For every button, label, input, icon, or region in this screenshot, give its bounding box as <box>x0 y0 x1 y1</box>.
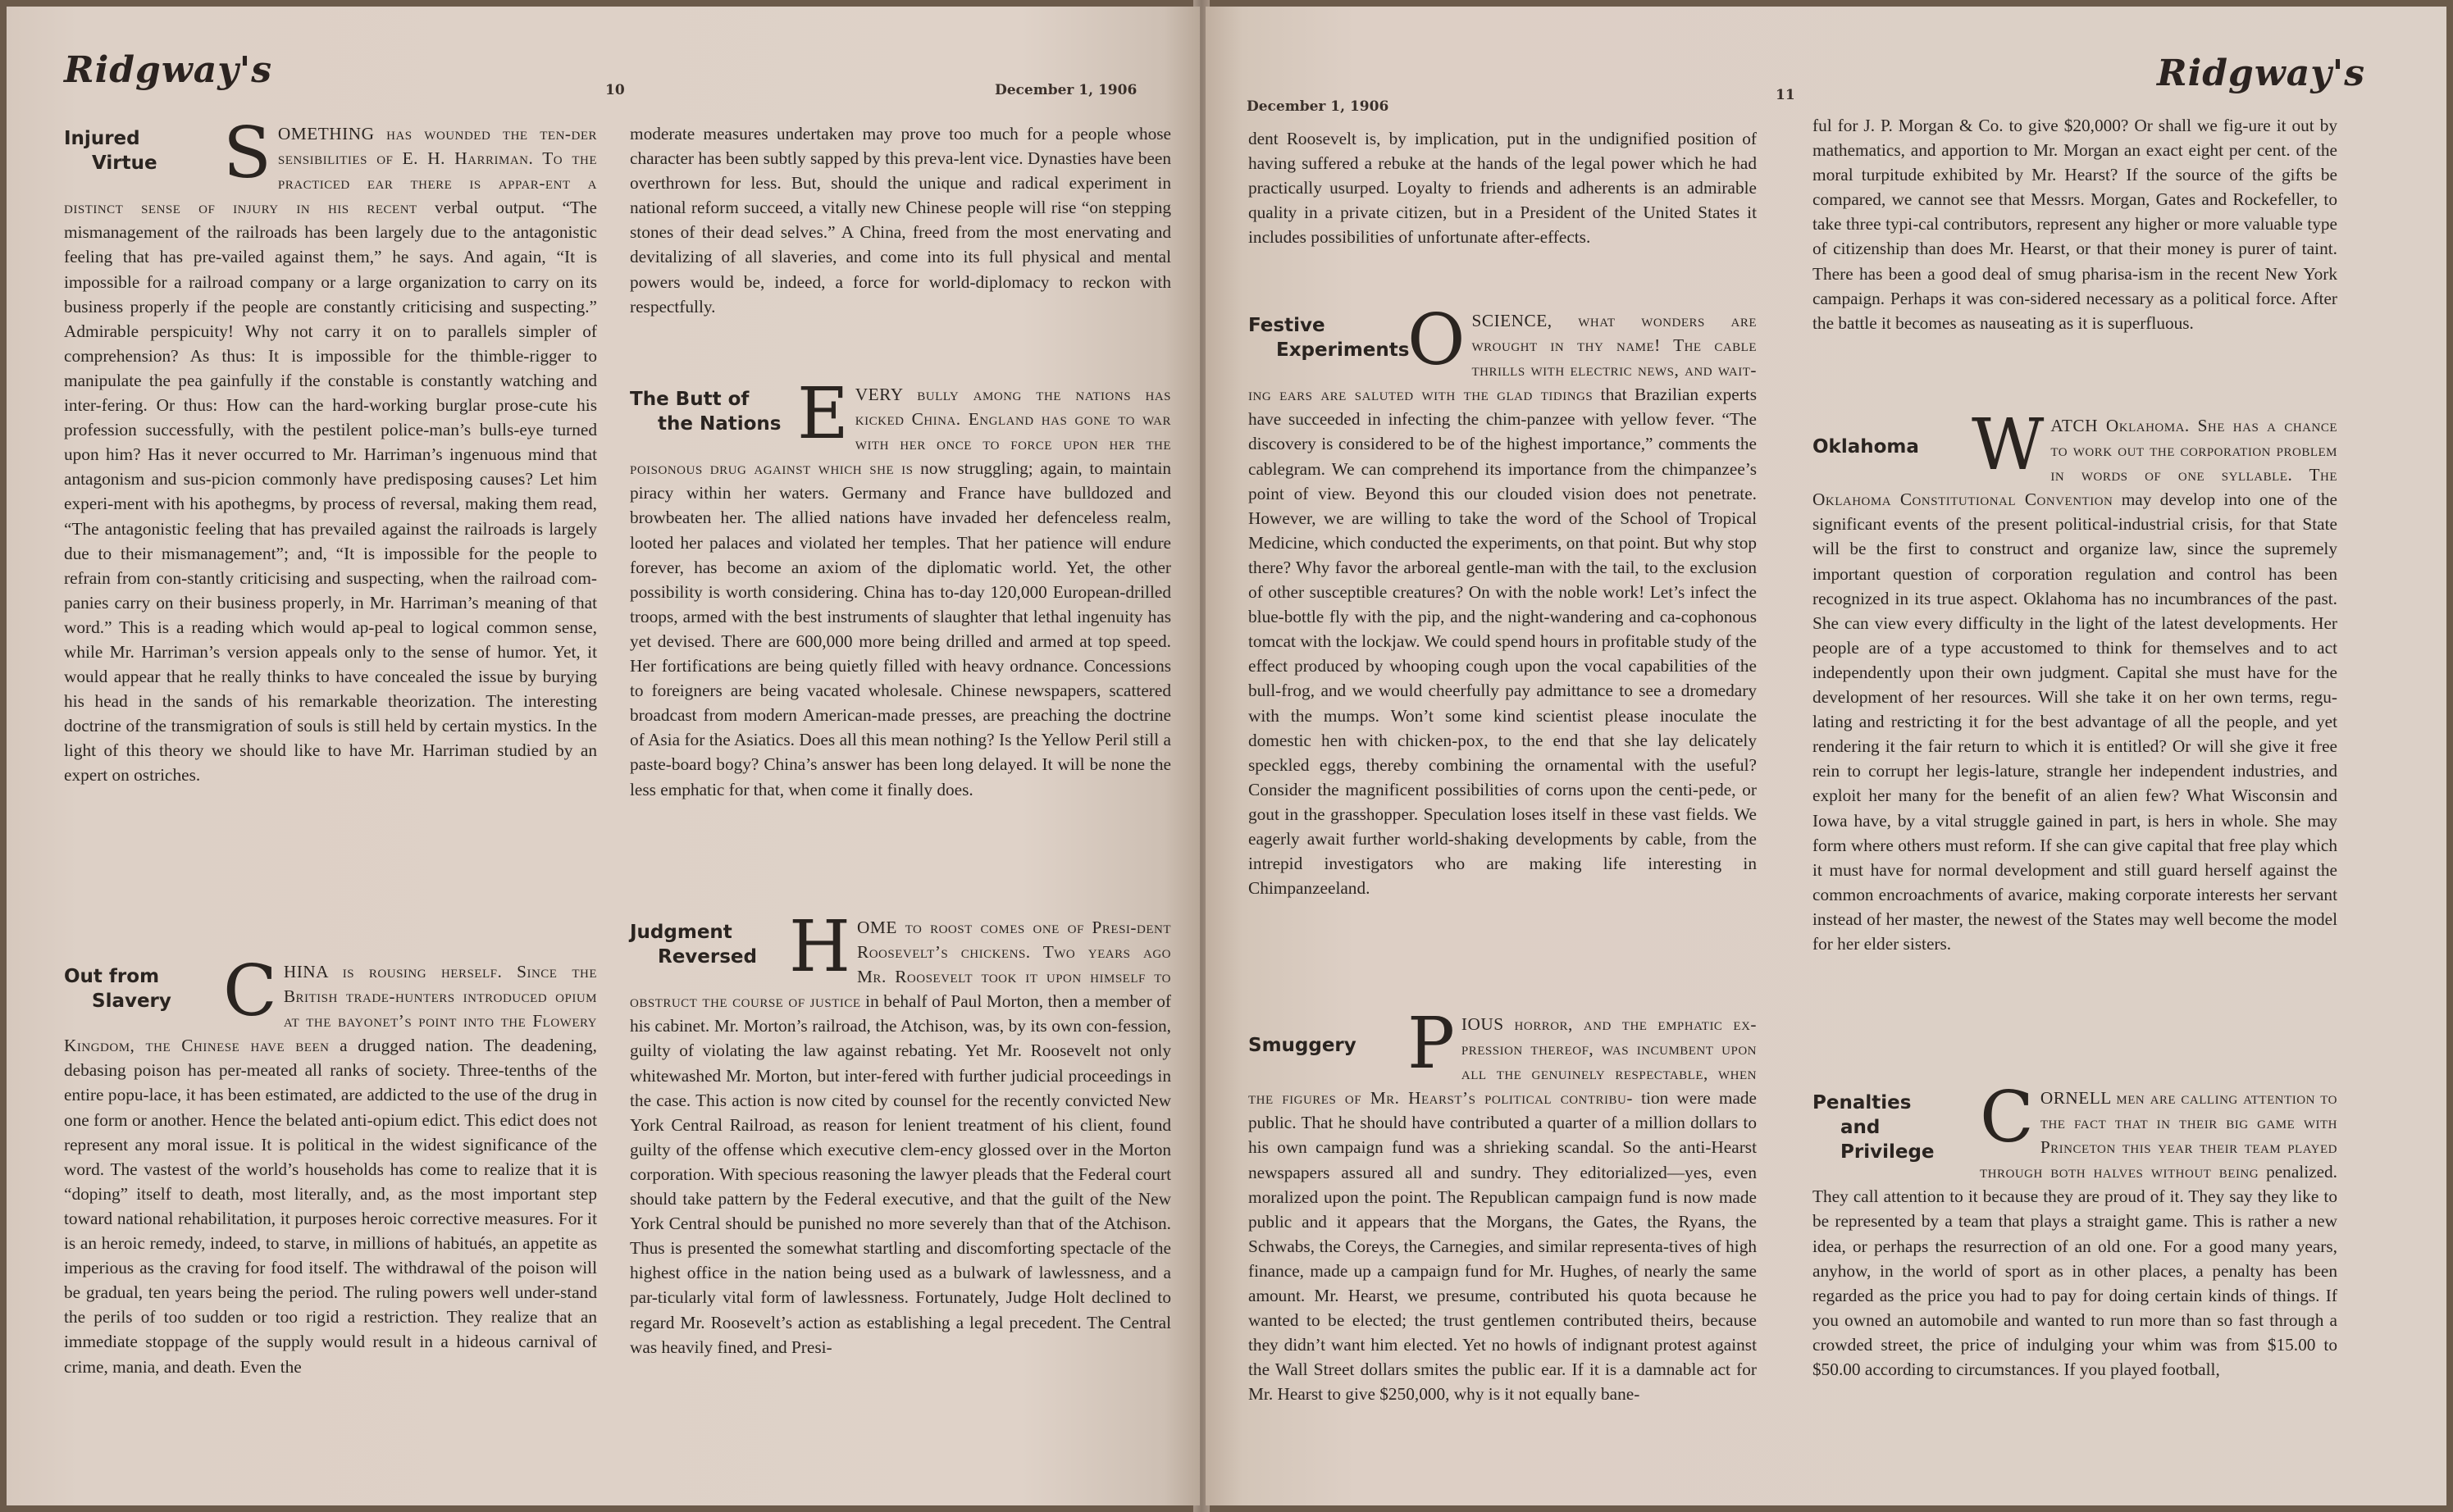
article-festive-experiments <box>1248 299 1758 900</box>
kicker <box>630 382 794 436</box>
article-smuggery <box>1248 1003 1757 1407</box>
kicker-line: Out from <box>64 966 160 987</box>
article-judgment-reversed <box>630 906 1172 1359</box>
lead-text: VERY bully among the nations has kicked China. England has gone to war with her once to force upon her the poisonous drug against which she is <box>630 385 1171 479</box>
drop-cap: W <box>1972 404 2045 486</box>
drop-cap: P <box>1407 1003 1455 1085</box>
drop-cap: E <box>797 373 849 455</box>
kicker-line: and Privilege <box>1840 1117 1935 1163</box>
kicker-line: Oklahoma <box>1812 436 1919 458</box>
continuation-block <box>1812 113 2337 335</box>
page-number-left: 10 <box>605 82 625 98</box>
lead-text: HINA is rousing herself. Since the British trade-hunters introduced opium at the bayonet’s point into the Flowery Kingdom, the Chinese have been <box>64 962 597 1056</box>
continuation-block <box>1248 126 1757 249</box>
article-butt-of-nations <box>630 373 1172 802</box>
column-3 <box>1248 126 1757 1501</box>
body-text: may develop into one of the significant events of the present political-industrial crisis, for that State will be the first to construct and organize law, since the supremely important question of corporation regulation and control has been recognized in its true aspect. Oklahoma has no incumbrances of the past. She can view every difficulty in the light of the latest developments. Her people are of a type accustomed to think for themselves and to act independently upon their own judgment. Capital she must have for the development of her resources. Will she take it on her own terms, regu-lating and restricting it for the best advantage of all the people, and yet rendering it the fair return to which it is entitled? Or will she give it free rein to corrupt her legis-lature, strangle her independent industries, and exploit her many for the benefit of an alien few? What Wisconsin and Iowa have, by a vital struggle gained in part, is hers in whole. She may form where others must reform. If she can give capital that free play which it must have for normal development and still guard herself against the common encroachments of avarice, making corporate interests her servant instead of her master, the newest of the States may well become the model for her elder sisters. <box>1812 490 2337 954</box>
lead-text: OMETHING has wounded the ten-der sensibilities of E. H. Harriman. To the practiced ear there is appar-ent a distinct sense of injury in his recent <box>64 124 597 218</box>
lead-text: ATCH Oklahoma. She has a chance to work out the corporation problem in words of one syllable. The Oklahoma Constitutional Convention <box>1812 416 2337 510</box>
body-text: in behalf of Paul Morton, then a member of his cabinet. Mr. Morton’s railroad, the Atchison, was, by its own con-fession, guilty of violating the law against rebating. Yet Mr. Roosevelt not only whitewashed Mr. Morton, but inter-fered with further judicial proceedings in the case. This action is now cited by counsel for the recently convicted New York Central Railroad, as reason for lenient treatment of his client, found guilty of the offense which executive clem-ency glossed over in the Morton corporation. With specious reasoning the lawyer pleads that the Federal court should take pattern by the Federal executive, and that the guilt of the New York Central should be punished no more severely than that of the Atchison. Thus is presented the somewhat startling and discomforting spectacle of the highest office in the nation being used as a bulwark of lawlessness, and a par-ticularly vital form of lawlessness. Fortunately, Judge Holt declined to regard Mr. Roosevelt’s action as establishing a legal precedent. The Central was heavily fined, and Presi- <box>630 991 1172 1357</box>
kicker-line: The Butt of <box>630 389 750 410</box>
body-text: verbal output. “The mismanagement of the railroads has been largely due to the antagonistic feeling that has pre-vailed against them,” he says. And again, “It is impossible for a railroad company or a large organization to carry on its business properly if the people are constantly criticising and suspecting.” Admirable perspicuity! Why not carry it on to parallels simpler of comprehension? As thus: It is impossible for the thimble-rigger to manipulate the pea gainfully if the constable is constantly watching and inter-fering. Or thus: How can the hard-working burglar prose-cute his profession successfully, with the pestilent police-man’s bulls-eye turned upon him? Has it never occurred to Mr. Harriman’s ingenuous mind that antagonism and sus-picion commonly have predisposing causes? Let him experi-ment with his apothegms, by process of reversal, making them read, “The antagonistic feeling that has prevailed against the railroads is largely due to their mismanagement”; and, “It is impossible for the people to refrain from con-stantly criticising and suspecting, when the railroad com-panies carry on their business properly, in Mr. Harriman’s meaning of that word.” This is a reading which would ap-peal to logical common sense, while Mr. Harriman’s version appeals only to the sense of humor. Yet, it would appear that he really thinks to have concealed the issue by burying his head in the sands of his remarkable theorization. The interesting doctrine of the transmigration of souls is still held by certain mystics. In the light of this theory we should like to have Mr. Harriman studied by an expert on ostriches. <box>64 198 598 786</box>
lead-text: ORNELL men are calling attention to the fact that in their big game with Princeton this year their team played through both halves without being <box>1980 1088 2337 1182</box>
kicker-line: Experiments <box>1276 339 1410 361</box>
page-number-right: 11 <box>1776 87 1795 103</box>
column-4 <box>1812 113 2337 1499</box>
drop-cap: H <box>789 906 850 988</box>
drop-cap: O <box>1407 299 1466 381</box>
body-text: tion were made public. That he should have contributed a quarter of a million dollars to his own campaign fund was a shrieking scandal. So the anti-Hearst newspapers assured all and sundry. They editorialized—yes, even moralized upon the point. The Republican campaign fund is now made public and it appears that the Morgans, the Gates, the Ryans, the Schwabs, the Coreys, the Carnegies, and similar representa-tives of high finance, made up a campaign fund for Mr. Hughes, of nearly the same amount. Mr. Hearst, we presume, contributed his quota because he wanted to be elected; the trust gentlemen contributed theirs, because they didn’t want him elected. Yet no howls of indignant protest against the Wall Street dollars smites the public ear. If it is a damnable act for Mr. Hearst to give $250,000, why is it not equally bane- <box>1248 1088 1757 1405</box>
masthead-right: Ridgway's <box>2157 52 2366 94</box>
column-2 <box>630 121 1171 1499</box>
lead-text: SCIENCE, what wonders are wrought in thy name! The cable thrills with electric news, and wait-ing ears are saluted with the glad tidings <box>1248 311 1757 405</box>
right-page <box>1206 7 2446 1505</box>
kicker <box>1248 1012 1404 1058</box>
column-1 <box>64 112 598 1499</box>
kicker <box>1248 308 1410 362</box>
kicker <box>64 121 220 175</box>
drop-cap: C <box>1980 1077 2034 1159</box>
article-oklahoma <box>1812 404 2337 956</box>
article-injured-virtue <box>64 112 598 788</box>
kicker-line: the Nations <box>658 413 782 435</box>
kicker-line: Judgment <box>630 922 732 943</box>
article-penalties-and-privilege <box>1812 1077 2337 1382</box>
body-text: now struggling; again, to maintain piracy within her waters. Germany and France have bulldozed and browbeaten her. The allied nations have invaded her defenceless realm, looted her palaces and violated her temples. That her patience will endure forever, has become an axiom of the diplomatic world. Yet, the other possibility is worth considering. China has to-day 120,000 European-drilled troops, armed with the best instruments of slaughter that lethal ingenuity has yet devised. There are 600,000 more being drilled and armed at top speed. Her fortifications are being quietly filled with heavy ordnance. Concessions to foreigners are being vacated wholesale. Chinese newspapers, scattered broadcast from modern American-made presses, are preaching the doctrine of Asia for the Asiatics. Does all this mean nothing? Is the Yellow Peril still a paste-board bogy? China’s answer has been long delayed. It will be none the less emphatic for that, when come it finally does. <box>630 458 1172 799</box>
lead-text: IOUS horror, and the emphatic ex-pression thereof, was incumbent upon all the genuinely respectable, when the figures of Mr. Hearst’s political contribu- <box>1248 1014 1757 1109</box>
drop-cap: C <box>223 950 277 1032</box>
masthead-left: Ridgway's <box>64 49 273 91</box>
kicker-line: Festive <box>1248 315 1325 336</box>
kicker-line: Slavery <box>92 991 171 1012</box>
kicker-line: Smuggery <box>1248 1035 1356 1056</box>
drop-cap: S <box>223 112 271 194</box>
kicker <box>1812 1086 1977 1164</box>
left-page <box>7 7 1200 1505</box>
kicker <box>630 915 786 969</box>
body-text: penalized. They call attention to it because they are proud of it. They say they like to be represented by a team that plays a straight game. This is rather a new idea, or perhaps the resurrection of an old one. For a good many years, anyhow, in the world of sport as in other places, a penalty has been regarded as the price you had to pay for doing certain kinds of things. If you owned an automobile and wanted to run more than so fast through a crowded street, the price of indulging your whim was from $15.00 to $50.00 according to circumstances. If you played football, <box>1812 1162 2337 1380</box>
date-left: December 1, 1906 <box>995 82 1138 98</box>
body-text: ful for J. P. Morgan & Co. to give $20,000? Or shall we fig-ure it out by mathematics, and apportion to Mr. Morgan an exact eight per cent. of the moral turpitude exhibited by Mr. Hearst? If the source of the gifts be compared, we cannot see that Messrs. Morgan, Gates and Rockefeller, to take three typi-cal contributors, represent any higher or more valuable type of citizenship than does Mr. Hearst, or that their money is purer of taint. There has been a good deal of smug pharisa-ism in the recent New York campaign. Perhaps it was con-sidered necessary as a political force. After the battle it becomes as nauseating as it is superfluous. <box>1812 116 2337 333</box>
kicker-line: Virtue <box>92 153 157 174</box>
body-text: that Brazilian experts have succeeded in infecting the chim-panzee with yellow fever. “The discovery is considered to be of the highest importance,” comments the cablegram. We can comprehend its importance from the chimpanzee’s point of view. Beyond this our clouded vision does not penetrate. However, we are willing to take the word of the School of Tropical Medicine, which conducted the experiments, on that point. But why stop there? Why favor the arboreal gentle-man with the tail, to the exclusion of other susceptible creatures? On with the noble work! Let’s infect the blue-bottle fly with the pip, and the night-wandering and ca-cophonous tomcat with the lockjaw. We could spend hours in profitable study of the effect produced by whooping cough upon the vocal capabilities of the bull-frog, and we would cheerfully pay admittance to see a dromedary with the mumps. Won’t some kind scientist please inoculate the domestic hen with chicken-pox, to the end that she lay delicately speckled eggs, thereby combining the ornamental with the useful? Consider the magnificent possibilities of corns upon the centi-pede, or gout in the grasshopper. Speculation loses itself in these vast fields. We eagerly await further world-shaking developments by cable, from the intrepid investigators who are making life interesting in Chimpanzeeland. <box>1248 385 1758 899</box>
body-text: moderate measures undertaken may prove too much for a people whose character has been subtly sapped by this preva-lent vice. Dynasties have been overthrown for less. But, should the unique and radical experiment in national reform succeed, a vitally new Chinese people will rise “on stepping stones of their dead selves.” A China, freed from the most enervating and devitalizing of all slaveries, and come into its full physical and mental powers would be, indeed, a force for world-diplomacy to reckon with respectfully. <box>630 124 1171 317</box>
kicker <box>1812 413 1968 459</box>
lead-text: OME to roost comes one of Presi-dent Roosevelt’s chickens. Two years ago Mr. Roosevelt took it upon himself to obstruct the course of justice <box>630 918 1171 1012</box>
continuation-block <box>630 121 1171 319</box>
body-text: a drugged nation. The deadening, debasing poison has per-meated all ranks of society. Three-tenths of the entire popu-lace, it has been estimated, are addicted to the use of the drug in one form or another. Hence the belated anti-opium edict. This edict does not represent any moral issue. It is political in the widest significance of the word. The vastest of the world’s households has come to realize that it is “doping” itself to death, most literally, and, as the most important step toward national rehabilitation, it purposes heroic corrective measures. For it is an heroic remedy, indeed, to starve, in millions of habitués, an appetite as imperious as the craving for food itself. The withdrawal of the poison will be gradual, ten years being the period. The ruling powers well under-stand the perils of too sudden or too rigid a restriction. They realize that an immediate stoppage of the supply would result in a hideous carnival of crime, mania, and death. Even the <box>64 1036 597 1377</box>
kicker-line: Penalties <box>1812 1092 1912 1114</box>
article-out-from-slavery <box>64 950 597 1379</box>
kicker-line: Injured <box>64 128 140 149</box>
kicker <box>64 959 220 1013</box>
kicker-line: Reversed <box>658 946 757 968</box>
body-text: dent Roosevelt is, by implication, put in the undignified position of having suffered a rebuke at the hands of the legal power which he had practically usurped. Loyalty to friends and adherents is an admirable quality in a private citizen, but in a President of the United States it includes possibilities of unfortunate after-effects. <box>1248 129 1757 248</box>
date-right: December 1, 1906 <box>1247 98 1389 115</box>
